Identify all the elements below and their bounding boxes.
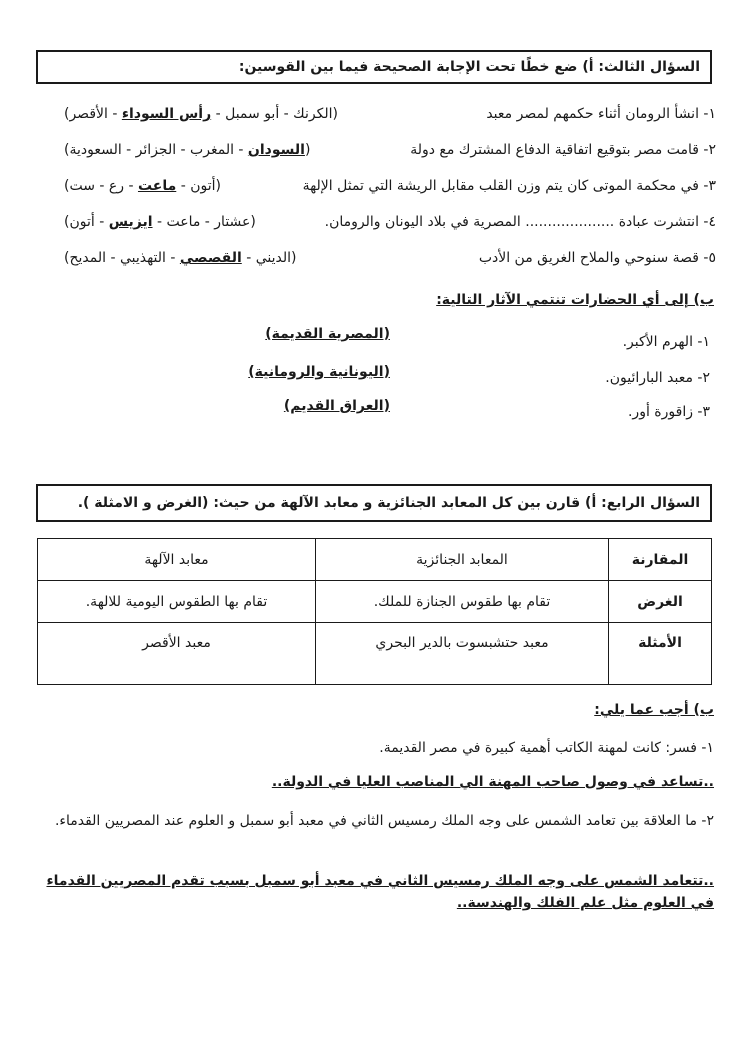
comparison-table <box>37 538 712 685</box>
table-row <box>38 581 712 623</box>
artifact-item: ٣- زاقورة أور. <box>627 404 710 420</box>
table-header-row <box>38 539 712 581</box>
civilization-answer: (اليونانية والرومانية) <box>248 364 390 380</box>
correct-answer: القصصي <box>179 250 242 266</box>
q3-part-b-title: ب) إلى أي الحضارات تنتمي الآثار التالية: <box>436 292 714 308</box>
civilization-answer: (المصرية القديمة) <box>265 326 390 342</box>
mcq-choices <box>64 106 338 122</box>
question-3-title: السؤال الثالث: أ) ضع خطًا تحت الإجابة الصحيحة فيما بين القوسين: <box>238 59 700 75</box>
choices-pre: (الديني - <box>241 250 297 266</box>
table-row-label: الغرض <box>609 581 712 623</box>
choices-post: - رع - ست) <box>64 178 138 194</box>
q4-part-b-title: ب) أجب عما يلي: <box>594 702 714 718</box>
question-4-header <box>36 484 712 522</box>
mcq-choices <box>64 178 221 194</box>
table-row <box>38 623 712 685</box>
mcq-stem: ٣- في محكمة الموتى كان يتم وزن القلب مقابل الريشة التي تمثل الإلهة <box>302 178 716 194</box>
choices-post: - أتون) <box>64 214 109 230</box>
table-cell: تقام بها طقوس الجنازة للملك. <box>316 581 609 623</box>
mcq-item-4 <box>36 214 716 240</box>
choices-post: - الأقصر) <box>64 106 122 122</box>
choices-pre: (الكرنك - أبو سمبل - <box>211 106 338 122</box>
mcq-stem: ١- انشأ الرومان أثناء حكمهم لمصر معبد <box>486 106 716 122</box>
table-row-label: الأمثلة <box>609 623 712 685</box>
table-header-cell: المعابد الجنائزية <box>316 539 609 581</box>
correct-answer: السودان <box>247 142 305 158</box>
answer-relationship: ..تتعامد الشمس على وجه الملك رمسيس الثاني في معبد أبو سمبل بسبب تقدم المصريين القدماء في العلوم مثل علم الفلك والهندسة.. <box>46 873 714 911</box>
artifact-item: ٢- معبد البارائيون. <box>605 370 710 386</box>
mcq-item-2 <box>36 142 716 168</box>
choices-pre: (عشتار - ماعت - <box>152 214 256 230</box>
choices-pre: (أتون - <box>176 178 221 194</box>
choices-post: - المغرب - الجزائر - السعودية) <box>64 142 248 158</box>
table-header-cell: معابد الآلهة <box>38 539 316 581</box>
civilization-answer: (العراق القديم) <box>283 398 390 414</box>
answer-explain: ..تساعد في وصول صاحب المهنة الي المناصب العليا في الدولة.. <box>271 774 714 790</box>
mcq-choices <box>64 142 310 158</box>
mcq-stem: ٤- انتشرت عبادة .................... المصرية في بلاد اليونان والرومان. <box>324 214 716 230</box>
mcq-stem: ٥- قصة سنوحي والملاح الغريق من الأدب <box>478 250 716 266</box>
question-explain: ١- فسر: كانت لمهنة الكاتب أهمية كبيرة في مصر القديمة. <box>379 740 714 756</box>
choices-pre: ( <box>304 142 311 158</box>
correct-answer: رأس السوداء <box>121 106 212 122</box>
mcq-stem: ٢- قامت مصر بتوقيع اتفاقية الدفاع المشترك مع دولة <box>410 142 716 158</box>
question-3-header <box>36 50 712 84</box>
correct-answer: ايزيس <box>108 214 153 230</box>
table-cell: تقام بها الطقوس اليومية للالهة. <box>38 581 316 623</box>
table-cell: معبد الأقصر <box>38 623 316 685</box>
mcq-choices <box>64 250 296 266</box>
mcq-item-1 <box>36 106 716 132</box>
correct-answer: ماعت <box>137 178 177 194</box>
question-relationship: ٢- ما العلاقة بين تعامد الشمس على وجه الملك رمسيس الثاني في معبد أبو سمبل و العلوم عند المصريين القدماء. <box>54 813 714 829</box>
table-header-cell: المقارنة <box>609 539 712 581</box>
table-cell: معبد حتشبسوت بالدير البحري <box>316 623 609 685</box>
question-4-title: السؤال الرابع: أ) قارن بين كل المعابد الجنائزية و معابد الآلهة من حيث: (الغرض و الامثلة ). <box>77 495 700 511</box>
artifact-item: ١- الهرم الأكبر. <box>622 334 710 350</box>
mcq-item-3 <box>36 178 716 204</box>
mcq-item-5 <box>36 250 716 276</box>
mcq-choices <box>64 214 256 230</box>
choices-post: - التهذيبي - المديح) <box>64 250 180 266</box>
